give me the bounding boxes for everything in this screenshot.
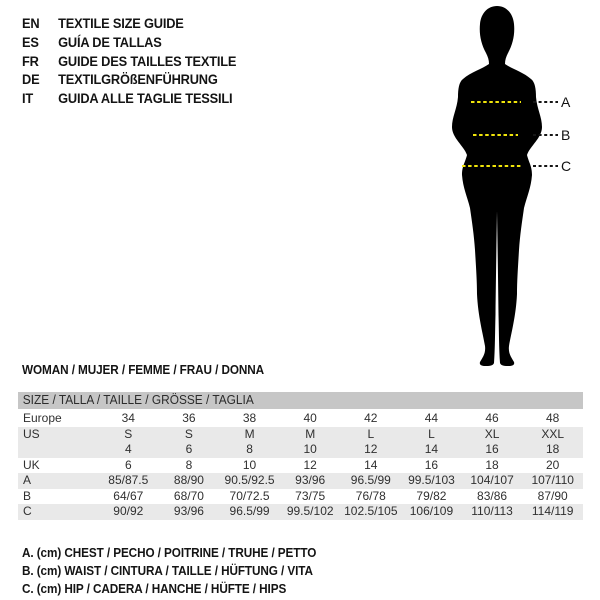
- table-cell: 8: [185, 457, 193, 472]
- table-row: [18, 442, 583, 458]
- table-cell: 42: [364, 411, 378, 425]
- row-label: UK: [23, 457, 40, 472]
- table-cell: 18: [485, 457, 499, 472]
- measurement-figure: [420, 5, 595, 368]
- table-row: [18, 458, 583, 474]
- table-cell: L: [428, 426, 435, 441]
- table-cell: 83/86: [477, 488, 508, 503]
- table-cell: 110/113: [471, 504, 513, 518]
- row-label: US: [23, 426, 40, 441]
- table-cell: 44: [424, 411, 439, 425]
- table-cell: 46: [485, 411, 499, 425]
- language-title-block: [22, 15, 236, 109]
- table-cell: 114/119: [531, 504, 574, 518]
- lang-code-es: ES: [22, 34, 39, 50]
- table-cell: 10: [303, 442, 317, 456]
- woman-body-shape: [452, 6, 542, 366]
- table-cell: L: [367, 426, 375, 441]
- table-row: [18, 504, 583, 520]
- row-label: B: [23, 488, 32, 503]
- table-cell: 102.5/105: [344, 504, 398, 518]
- table-cell: 68/70: [173, 488, 204, 503]
- table-cell: 88/90: [173, 473, 204, 487]
- table-cell: 38: [242, 411, 257, 425]
- lang-row-en: [22, 15, 236, 34]
- table-cell: XL: [484, 426, 500, 441]
- table-cell: S: [184, 426, 193, 441]
- table-row: [18, 411, 583, 427]
- lang-code-fr: FR: [22, 53, 39, 69]
- size-table: [18, 392, 583, 520]
- table-cell: 34: [121, 411, 135, 425]
- table-cell: 36: [182, 411, 196, 425]
- table-cell: 93/96: [173, 504, 204, 518]
- lang-row-de: [22, 71, 236, 90]
- table-cell: 8: [246, 442, 253, 456]
- row-label: C: [23, 504, 32, 518]
- table-row: [18, 473, 583, 489]
- lang-code-de: DE: [22, 72, 40, 88]
- table-cell: M: [305, 426, 316, 441]
- lang-label-it: GUIDA ALLE TAGLIE TESSILI: [58, 91, 233, 107]
- marker-label-b: B: [561, 127, 571, 143]
- measurement-legend: [22, 544, 316, 599]
- table-cell: 96.5/99: [229, 504, 270, 518]
- table-cell: 12: [364, 442, 378, 456]
- table-cell: 10: [242, 457, 257, 472]
- lang-row-es: [22, 34, 236, 53]
- table-cell: 87/90: [537, 488, 568, 503]
- table-cell: 70/72.5: [229, 488, 270, 503]
- table-cell: 99.5/103: [408, 473, 455, 487]
- table-cell: M: [244, 426, 255, 441]
- table-cell: 107/110: [531, 473, 574, 487]
- lang-label-de: TEXTILGRÖßENFÜHRUNG: [58, 72, 218, 88]
- table-row: [18, 489, 583, 505]
- lang-code-en: EN: [22, 16, 40, 31]
- marker-label-c: C: [561, 158, 572, 174]
- table-cell: XXL: [541, 426, 565, 441]
- lang-label-en: TEXTILE SIZE GUIDE: [58, 16, 184, 31]
- table-cell: 79/82: [416, 488, 447, 503]
- table-cell: S: [124, 426, 133, 441]
- table-cell: 85/87.5: [108, 473, 149, 487]
- table-cell: 14: [424, 442, 439, 456]
- table-cell: 64/67: [113, 488, 144, 503]
- woman-silhouette: [420, 5, 595, 368]
- table-cell: 96.5/99: [350, 473, 391, 487]
- table-cell: 4: [124, 442, 132, 456]
- size-table-header-label: SIZE / TALLA / TAILLE / GRÖSSE / TAGLIA: [22, 393, 254, 407]
- table-cell: 106/109: [409, 504, 454, 518]
- table-cell: 73/75: [295, 488, 326, 503]
- table-cell: 20: [546, 457, 560, 472]
- table-row: [18, 427, 583, 443]
- table-cell: 18: [546, 442, 560, 456]
- size-table-body: [18, 411, 583, 520]
- table-cell: 104/107: [470, 473, 514, 487]
- section-title-woman: WOMAN / MUJER / FEMME / FRAU / DONNA: [22, 363, 265, 377]
- table-cell: 48: [546, 411, 560, 425]
- table-cell: 76/78: [355, 488, 386, 503]
- lang-row-fr: [22, 53, 236, 72]
- legend-line-waist: B. (cm) WAIST / CINTURA / TAILLE / HÜFTUNG / VITA: [22, 564, 313, 579]
- table-cell: 99.5/102: [286, 504, 334, 518]
- lang-label-es: GUÍA DE TALLAS: [58, 34, 162, 50]
- table-cell: 93/96: [295, 473, 326, 487]
- row-label: [18, 442, 98, 458]
- legend-line-chest: A. (cm) CHEST / PECHO / POITRINE / TRUHE / PETTO: [22, 546, 317, 560]
- lang-row-it: [22, 90, 236, 109]
- lang-code-it: IT: [22, 91, 34, 107]
- table-cell: 16: [424, 457, 439, 472]
- marker-label-a: A: [561, 94, 571, 110]
- table-cell: 90/92: [113, 504, 144, 518]
- row-label: A: [23, 473, 32, 487]
- legend-line-hip: C. (cm) HIP / CADERA / HANCHE / HÜFTE / HIPS: [22, 582, 287, 597]
- table-cell: 16: [485, 442, 499, 456]
- table-cell: 6: [185, 442, 193, 456]
- table-cell: 12: [303, 457, 317, 472]
- table-cell: 40: [303, 411, 317, 425]
- table-cell: 14: [364, 457, 378, 472]
- size-table-header: [18, 392, 583, 409]
- lang-label-fr: GUIDE DES TAILLES TEXTILE: [58, 53, 237, 69]
- table-cell: 6: [124, 457, 132, 472]
- table-cell: 90.5/92.5: [224, 473, 275, 487]
- row-label: Europe: [23, 411, 62, 425]
